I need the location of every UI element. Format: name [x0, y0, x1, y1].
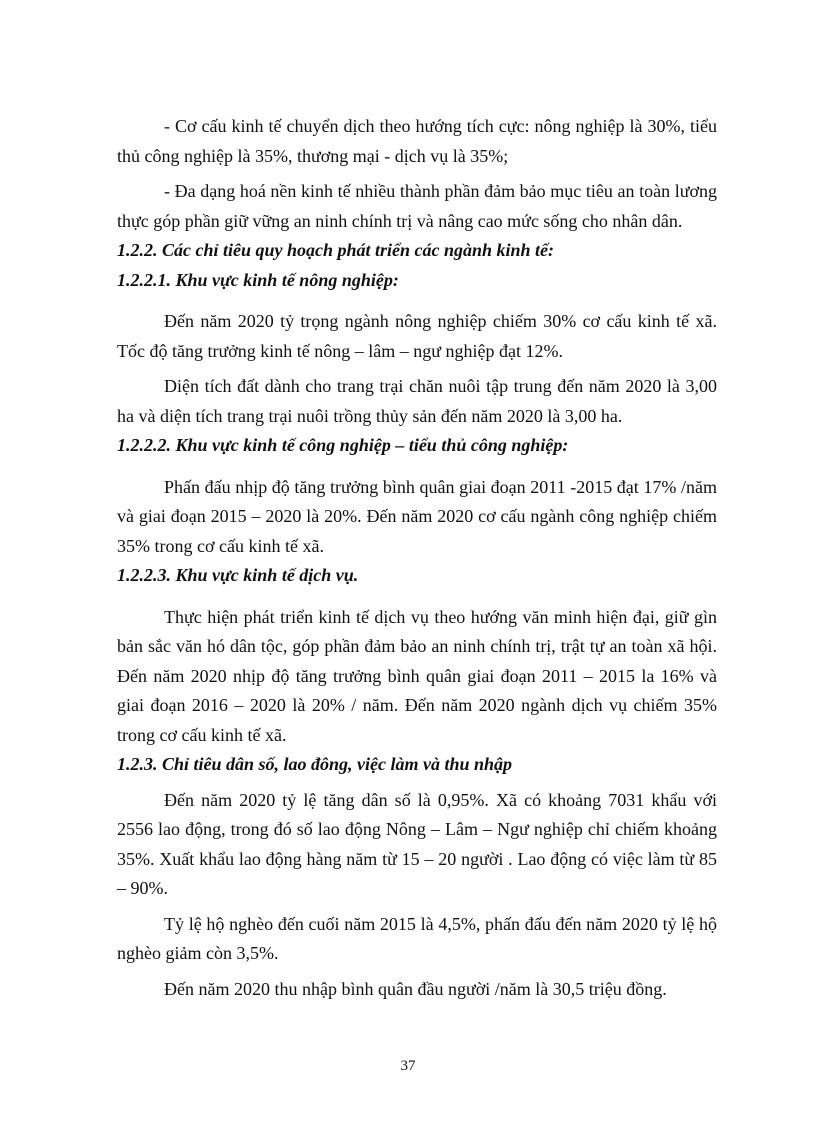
heading-1-2-2-3: 1.2.2.3. Khu vực kinh tế dịch vụ.: [117, 565, 359, 585]
heading-1-2-3: 1.2.3. Chỉ tiêu dân số, lao đông, việc làm và thu nhập: [117, 754, 513, 774]
paragraph-industry-growth: Phấn đấu nhịp độ tăng trưởng bình quân giai đoạn 2011 -2015 đạt 17% /năm và giai đoạn 2015 – 2020 là 20%. Đến năm 2020 cơ cấu ngành công nghiệp chiếm 35% trong cơ cấu kinh tế xã.: [117, 476, 717, 556]
heading-1-2-2: 1.2.2. Các chỉ tiêu quy hoạch phát triển các ngành kinh tế:: [117, 240, 555, 260]
heading-1-2-2-2: 1.2.2.2. Khu vực kinh tế công nghiệp – tiểu thủ công nghiệp:: [117, 435, 569, 455]
paragraph-population-labor: Đến năm 2020 tỷ lệ tăng dân số là 0,95%. Xã có khoảng 7031 khẩu với 2556 lao động, trong đó số lao động Nông – Lâm – Ngư nghiệp chỉ chiếm khoảng 35%. Xuất khẩu lao động hàng năm từ 15 – 20 người . Lao động có việc làm từ 85 – 90%.: [117, 789, 717, 898]
paragraph-income: Đến năm 2020 thu nhập bình quân đầu người /năm là 30,5 triệu đồng.: [164, 978, 667, 999]
paragraph-farm-area: Diện tích đất dành cho trang trại chăn nuôi tập trung đến năm 2020 là 3,00 ha và diện tích trang trại nuôi trồng thủy sản đến năm 2020 là 3,00 ha.: [117, 376, 717, 426]
paragraph-poverty-rate: Tỷ lệ hộ nghèo đến cuối năm 2015 là 4,5%, phấn đấu đến năm 2020 tỷ lệ hộ nghèo giảm còn 3,5%.: [117, 913, 717, 963]
paragraph-services-growth: Thực hiện phát triển kinh tế dịch vụ theo hướng văn minh hiện đại, giữ gìn bản sắc văn hó dân tộc, góp phần đảm bảo an ninh chính trị, trật tự an toàn xã hội. Đến năm 2020 nhịp độ tăng trưởng bình quân giai đoạn 2011 – 2015 la 16% và giai đoạn 2016 – 2020 là 20% / năm. Đến năm 2020 ngành dịch vụ chiếm 35% trong cơ cấu kinh tế xã.: [117, 606, 717, 745]
document-body: [117, 112, 717, 1004]
paragraph-diversify-economy: - Đa dạng hoá nền kinh tế nhiều thành phần đảm bảo mục tiêu an toàn lương thực góp phần giữ vững an ninh chính trị và nâng cao mức sống cho nhân dân.: [117, 181, 717, 231]
heading-1-2-2-1: 1.2.2.1. Khu vực kinh tế nông nghiệp:: [117, 269, 399, 290]
paragraph-economic-structure: - Cơ cấu kinh tế chuyển dịch theo hướng tích cực: nông nghiệp là 30%, tiểu thủ công nghiệp là 35%, thương mại - dịch vụ là 35%;: [117, 116, 717, 166]
paragraph-agriculture-share: Đến năm 2020 tỷ trọng ngành nông nghiệp chiếm 30% cơ cấu kinh tế xã. Tốc độ tăng trưởng kinh tế nông – lâm – ngư nghiệp đạt 12%.: [117, 311, 717, 361]
page-number: 37: [400, 1058, 416, 1074]
